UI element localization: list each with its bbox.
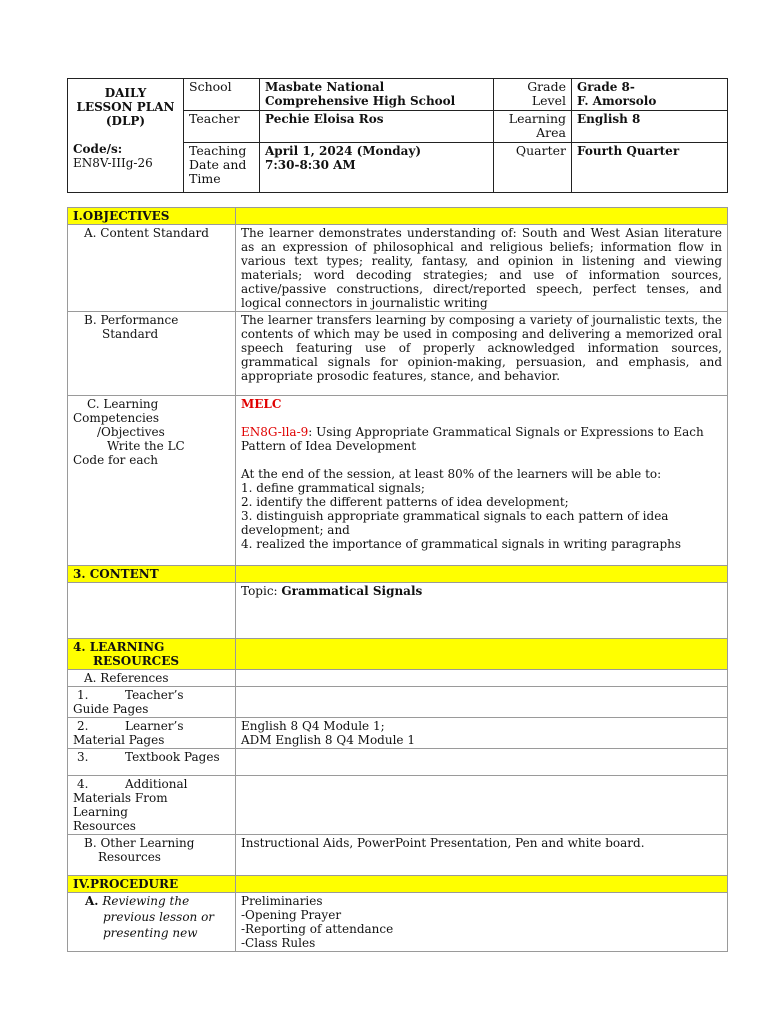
other-resources-value: Instructional Aids, PowerPoint Presentation, Pen and white board. <box>236 835 728 876</box>
procedure-item-2: -Reporting of attendance <box>241 922 394 936</box>
school-label: School <box>184 79 260 111</box>
date-value <box>260 143 494 193</box>
lc-line <box>241 425 722 453</box>
learners-num: 2. <box>77 719 89 733</box>
additional-materials-value <box>236 776 728 835</box>
additional-label-d: Resources <box>73 819 136 833</box>
textbook-num: 3. <box>77 750 89 764</box>
additional-materials-label <box>68 776 236 835</box>
learners-value-2: ADM English 8 Q4 Module 1 <box>241 733 415 747</box>
teachers-guide-label <box>68 687 236 718</box>
code-label: Code/s: <box>73 142 123 156</box>
additional-label-a: Additional <box>125 777 188 791</box>
resources-heading-1: 4. LEARNING <box>73 640 165 654</box>
procedure-a-label-1: Reviewing the <box>102 894 190 908</box>
references-label: A. References <box>68 670 236 687</box>
code-value: EN8V-IIIg-26 <box>73 156 153 170</box>
competencies-label-4: Write the LC <box>107 439 185 453</box>
grade-value-line1: Grade 8- <box>577 80 635 94</box>
additional-label-c: Learning <box>73 805 128 819</box>
learners-label-a: Learner’s <box>125 719 184 733</box>
lesson-plan-table <box>67 207 728 952</box>
content-standard-label: A. Content Standard <box>68 225 236 312</box>
learners-label-b: Material Pages <box>73 733 165 747</box>
topic-label: Topic: <box>241 584 282 598</box>
topic-value: Grammatical Signals <box>281 584 423 598</box>
objectives-heading: I.OBJECTIVES <box>68 208 236 225</box>
competencies-label-3: /Objectives <box>97 425 165 439</box>
area-value: English 8 <box>572 111 728 143</box>
procedure-a-content <box>236 893 728 952</box>
references-value <box>236 670 728 687</box>
textbook-label <box>68 749 236 776</box>
date-label: Teaching Date and Time <box>184 143 260 193</box>
melc-label: MELC <box>241 397 282 411</box>
grade-value <box>572 79 728 111</box>
date-value-line1: April 1, 2024 (Monday) <box>265 144 422 158</box>
performance-standard-label-2: Standard <box>102 327 159 341</box>
grade-value-line2: F. Amorsolo <box>577 94 657 108</box>
lc-code: EN8G-lla-9 <box>241 425 309 439</box>
learners-material-label <box>68 718 236 749</box>
objective-1: 1. define grammatical signals; <box>241 481 425 495</box>
competencies-label-2: Competencies <box>73 411 160 425</box>
resources-heading-fill <box>236 639 728 670</box>
procedure-heading: IV.PROCEDURE <box>68 876 236 893</box>
dlp-title-cell <box>68 79 184 193</box>
header-table <box>67 78 728 193</box>
date-value-line2: 7:30-8:30 AM <box>265 158 356 172</box>
procedure-a-label-2: previous lesson or <box>103 910 215 924</box>
additional-num: 4. <box>77 777 89 791</box>
procedure-item-3: -Class Rules <box>241 936 316 950</box>
dlp-title-line3: (DLP) <box>105 114 146 128</box>
teacher-label: Teacher <box>184 111 260 143</box>
textbook-value <box>236 749 728 776</box>
resources-heading-2: RESOURCES <box>93 654 180 668</box>
performance-standard-label <box>68 312 236 396</box>
textbook-label-text: Textbook Pages <box>125 750 220 764</box>
procedure-heading-fill <box>236 876 728 893</box>
objectives-intro: At the end of the session, at least 80% of the learners will be able to: <box>241 467 662 481</box>
competencies-label-1: C. Learning <box>87 397 159 411</box>
learners-value-1: English 8 Q4 Module 1; <box>241 719 385 733</box>
procedure-item-1: -Opening Prayer <box>241 908 342 922</box>
topic-cell <box>236 583 728 639</box>
competencies-label <box>68 396 236 566</box>
dlp-title-line1: DAILY <box>104 86 147 100</box>
area-label: Learning Area <box>494 111 572 143</box>
dlp-title-line2: LESSON PLAN <box>76 100 175 114</box>
competencies-content <box>236 396 728 566</box>
preliminaries: Preliminaries <box>241 894 323 908</box>
quarter-label: Quarter <box>494 143 572 193</box>
content-standard-text: The learner demonstrates understanding of: South and West Asian literature as an expression of philosophical and religious beliefs; information flow in various text types; reality, fantasy, and opinion in listening and viewing materials; word decoding strategies; and use of information sources, active/passive constructions, direct/reported speech, perfect tenses, and logical connectors in journalistic writing <box>236 225 728 312</box>
other-resources-label <box>68 835 236 876</box>
performance-standard-label-1: B. Performance <box>84 313 179 327</box>
teacher-value: Pechie Eloisa Ros <box>260 111 494 143</box>
other-label-2: Resources <box>98 850 161 864</box>
quarter-value: Fourth Quarter <box>572 143 728 193</box>
learners-material-value <box>236 718 728 749</box>
procedure-a-letter: A. <box>85 894 99 908</box>
teachers-guide-num: 1. <box>77 688 89 702</box>
resources-heading <box>68 639 236 670</box>
school-value: Masbate National Comprehensive High School <box>260 79 494 111</box>
grade-label: Grade Level <box>494 79 572 111</box>
procedure-a-label <box>68 893 236 952</box>
performance-standard-text: The learner transfers learning by composing a variety of journalistic texts, the contents of which may be used in composing and delivering a memorized oral speech featuring use of properly acknowledged information sources, grammatical signals for opinion-making, persuasion, and emphasis, and appropriate prosodic features, stance, and behavior. <box>236 312 728 396</box>
competencies-label-5: Code for each <box>73 453 158 467</box>
teachers-guide-value <box>236 687 728 718</box>
other-label-1: B. Other Learning <box>84 836 195 850</box>
objective-2: 2. identify the different patterns of idea development; <box>241 495 569 509</box>
objective-4: 4. realized the importance of grammatical signals in writing paragraphs <box>241 537 682 551</box>
topic-empty-cell <box>68 583 236 639</box>
objectives-heading-fill <box>236 208 728 225</box>
teachers-guide-label-a: Teacher’s <box>125 688 184 702</box>
content-heading-fill <box>236 566 728 583</box>
additional-label-b: Materials From <box>73 791 168 805</box>
lc-text: : Using Appropriate Grammatical Signals or Expressions to Each Pattern of Idea Development <box>241 425 704 453</box>
teachers-guide-label-b: Guide Pages <box>73 702 149 716</box>
procedure-a-label-3: presenting new <box>103 926 198 940</box>
content-heading: 3. CONTENT <box>68 566 236 583</box>
objective-3: 3. distinguish appropriate grammatical signals to each pattern of idea development; and <box>241 509 669 537</box>
